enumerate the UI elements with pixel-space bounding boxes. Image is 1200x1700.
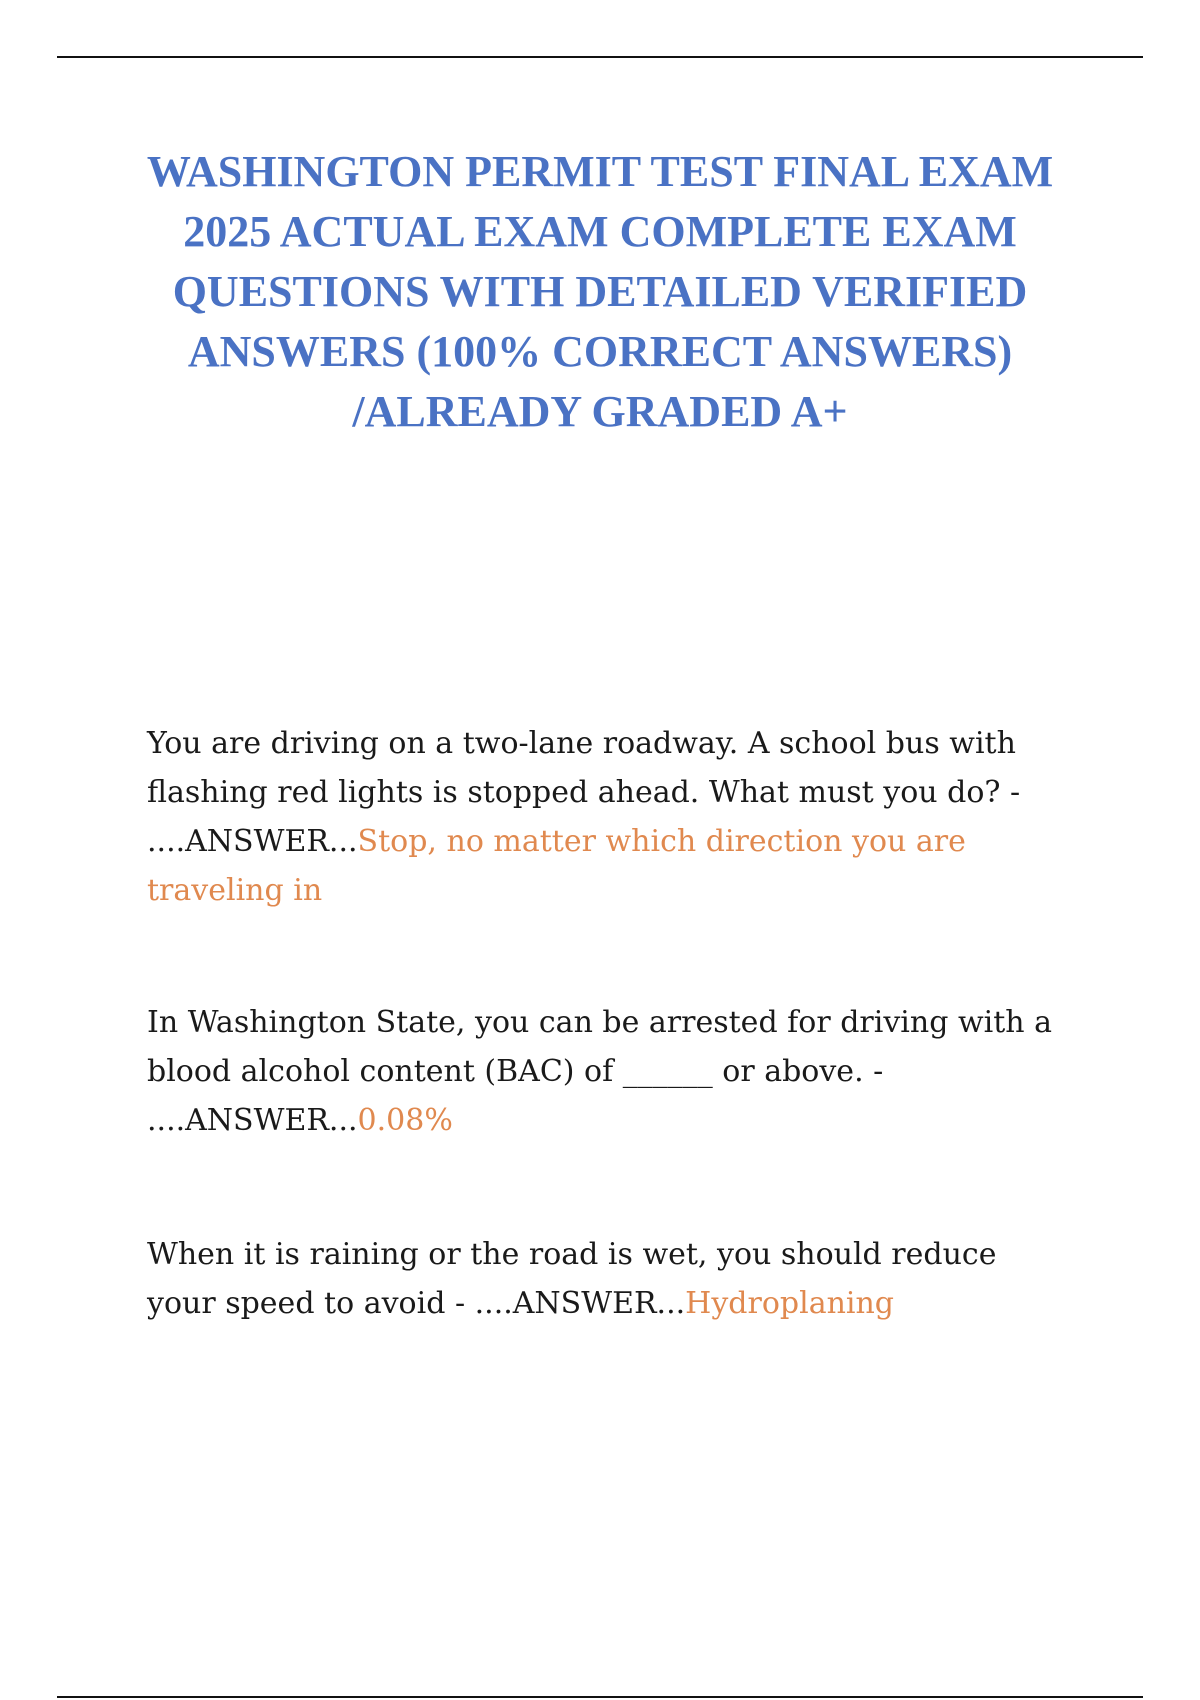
answer-marker-2: ....ANSWER... <box>147 1103 358 1138</box>
answer-marker-3: ....ANSWER... <box>474 1286 686 1321</box>
question-block-1 <box>147 719 1067 915</box>
answer-text-1: Stop, no matter which direction you are traveling in <box>147 824 966 908</box>
answer-marker-1: ....ANSWER... <box>147 824 358 859</box>
question-block-2 <box>147 998 1067 1145</box>
document-title: WASHINGTON PERMIT TEST FINAL EXAM 2025 ACTUAL EXAM COMPLETE EXAM QUESTIONS WITH DETAILED VERIFIED ANSWERS (100% CORRECT ANSWERS) /ALREADY GRADED A+ <box>146 147 1054 436</box>
question-text-2: In Washington State, you can be arrested for driving with a blood alcohol content (BAC) of ______ or above. - <box>147 1005 1053 1089</box>
answer-text-2: 0.08% <box>357 1103 453 1138</box>
question-text-1: You are driving on a two-lane roadway. A school bus with flashing red lights is stopped ahead. What must you do? - <box>147 726 1021 810</box>
question-text-3: When it is raining or the road is wet, you should reduce your speed to avoid - <box>147 1237 997 1321</box>
bottom-horizontal-rule <box>57 1696 1143 1698</box>
answer-text-3: Hydroplaning <box>685 1286 895 1321</box>
question-block-3 <box>147 1230 1067 1328</box>
top-horizontal-rule <box>57 56 1143 58</box>
